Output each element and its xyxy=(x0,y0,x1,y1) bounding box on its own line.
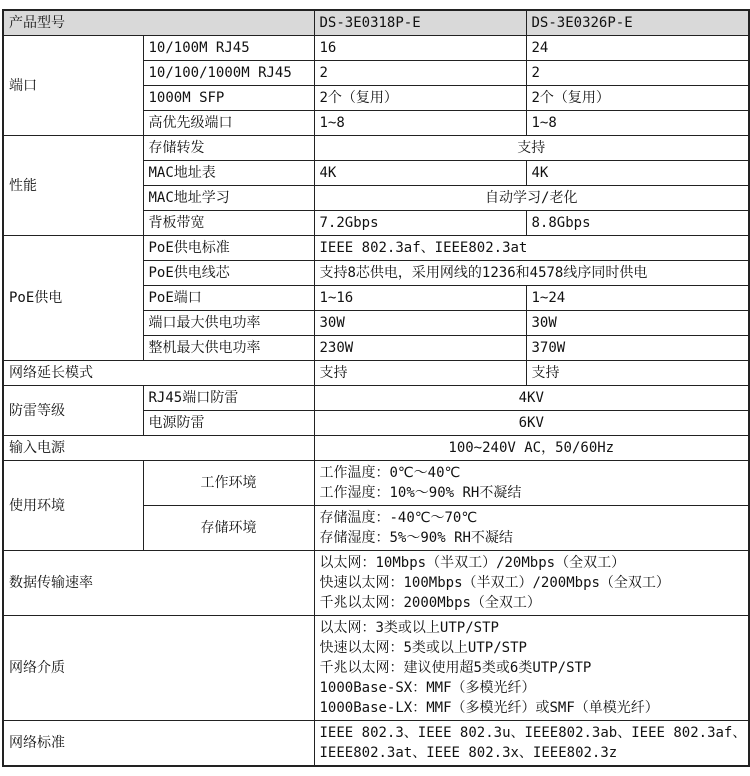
label-network-standard: 网络标准 xyxy=(3,721,314,767)
text-line: IEEE 802.3、IEEE 802.3u、IEEE802.3ab、IEEE 802.3af、 xyxy=(319,725,747,741)
value-cell xyxy=(314,461,749,506)
value-cell: 100~240V AC，50/60Hz xyxy=(314,436,749,461)
header-model-1: DS-3E0318P-E xyxy=(314,10,526,36)
spec-sheet xyxy=(2,9,748,767)
text-line: 存储温度：-40℃～70℃ xyxy=(319,510,478,526)
table-row xyxy=(3,236,749,261)
text-line: 1000Base-LX：MMF（多模光纤）或SMF（单模光纤） xyxy=(319,700,659,716)
label-poe-standard: PoE供电标准 xyxy=(143,236,314,261)
label-poe-ports: PoE端口 xyxy=(143,286,314,311)
text-line: 工作温度：0℃～40℃ xyxy=(319,465,461,481)
label-10-100-1000m-rj45: 10/100/1000M RJ45 xyxy=(143,61,314,86)
table-row xyxy=(3,136,749,161)
value-cell: 支持 xyxy=(314,361,526,386)
header-model-2: DS-3E0326P-E xyxy=(526,10,749,36)
table-row xyxy=(3,36,749,61)
table-row xyxy=(3,386,749,411)
label-mac-table: MAC地址表 xyxy=(143,161,314,186)
label-data-rate: 数据传输速率 xyxy=(3,551,314,616)
value-cell: 370W xyxy=(526,336,749,361)
label-port-max-power: 端口最大供电功率 xyxy=(143,311,314,336)
value-cell: 4K xyxy=(526,161,749,186)
text-line: 快速以太网：5类或以上UTP/STP xyxy=(319,640,527,656)
value-cell xyxy=(314,506,749,551)
value-cell: 230W xyxy=(314,336,526,361)
value-cell: 1~8 xyxy=(526,111,749,136)
spec-table-body xyxy=(3,10,749,766)
text-line: 1000Base-SX：MMF（多模光纤） xyxy=(319,680,536,696)
label-10-100m-rj45: 10/100M RJ45 xyxy=(143,36,314,61)
category-lightning: 防雷等级 xyxy=(3,386,143,436)
table-row xyxy=(3,436,749,461)
label-rj45-lightning: RJ45端口防雷 xyxy=(143,386,314,411)
value-cell: 2个（复用） xyxy=(526,86,749,111)
value-cell: 4KV xyxy=(314,386,749,411)
label-mac-learning: MAC地址学习 xyxy=(143,186,314,211)
label-network-media: 网络介质 xyxy=(3,616,314,721)
table-row xyxy=(3,721,749,767)
label-high-priority-ports: 高优先级端口 xyxy=(143,111,314,136)
category-environment: 使用环境 xyxy=(3,461,143,551)
header-product-model: 产品型号 xyxy=(3,10,314,36)
value-cell xyxy=(314,551,749,616)
value-cell: 2个（复用） xyxy=(314,86,526,111)
text-line: 千兆以太网：建议使用超5类或6类UTP/STP xyxy=(319,660,592,676)
label-poe-wires: PoE供电线芯 xyxy=(143,261,314,286)
value-cell: 自动学习/老化 xyxy=(314,186,749,211)
value-cell: 7.2Gbps xyxy=(314,211,526,236)
category-poe: PoE供电 xyxy=(3,236,143,361)
label-backplane-bandwidth: 背板带宽 xyxy=(143,211,314,236)
table-row xyxy=(3,10,749,36)
label-storage-env: 存储环境 xyxy=(143,506,314,551)
value-cell: 8.8Gbps xyxy=(526,211,749,236)
value-cell: 2 xyxy=(526,61,749,86)
table-row xyxy=(3,551,749,616)
table-row xyxy=(3,361,749,386)
text-line: 千兆以太网：2000Mbps（全双工） xyxy=(319,595,541,611)
value-cell: 支持 xyxy=(314,136,749,161)
value-cell: IEEE 802.3af、IEEE802.3at xyxy=(314,236,749,261)
spec-table xyxy=(2,9,750,767)
value-cell: 支持 xyxy=(526,361,749,386)
value-cell: 16 xyxy=(314,36,526,61)
table-row xyxy=(3,616,749,721)
label-total-max-power: 整机最大供电功率 xyxy=(143,336,314,361)
label-network-extend-mode: 网络延长模式 xyxy=(3,361,314,386)
value-cell: 24 xyxy=(526,36,749,61)
label-1000m-sfp: 1000M SFP xyxy=(143,86,314,111)
value-cell: 1~24 xyxy=(526,286,749,311)
value-cell: 1~16 xyxy=(314,286,526,311)
text-line: IEEE802.3at、IEEE 802.3x、IEEE802.3z xyxy=(319,745,618,761)
value-cell: 支持8芯供电，采用网线的1236和4578线序同时供电 xyxy=(314,261,749,286)
value-cell xyxy=(314,721,749,767)
value-cell: 4K xyxy=(314,161,526,186)
value-cell: 30W xyxy=(526,311,749,336)
value-cell: 30W xyxy=(314,311,526,336)
category-performance: 性能 xyxy=(3,136,143,236)
text-line: 存储湿度：5%～90% RH不凝结 xyxy=(319,530,513,546)
value-cell: 2 xyxy=(314,61,526,86)
value-cell: 6KV xyxy=(314,411,749,436)
value-cell xyxy=(314,616,749,721)
value-cell: 1~8 xyxy=(314,111,526,136)
text-line: 以太网：10Mbps（半双工）/20Mbps（全双工） xyxy=(319,555,626,571)
text-line: 以太网：3类或以上UTP/STP xyxy=(319,620,499,636)
text-line: 快速以太网：100Mbps（半双工）/200Mbps（全双工） xyxy=(319,575,670,591)
table-row xyxy=(3,461,749,506)
category-ports: 端口 xyxy=(3,36,143,136)
text-line: 工作湿度：10%～90% RH不凝结 xyxy=(319,485,522,501)
label-power-lightning: 电源防雷 xyxy=(143,411,314,436)
label-store-forward: 存储转发 xyxy=(143,136,314,161)
label-input-power: 输入电源 xyxy=(3,436,314,461)
label-working-env: 工作环境 xyxy=(143,461,314,506)
